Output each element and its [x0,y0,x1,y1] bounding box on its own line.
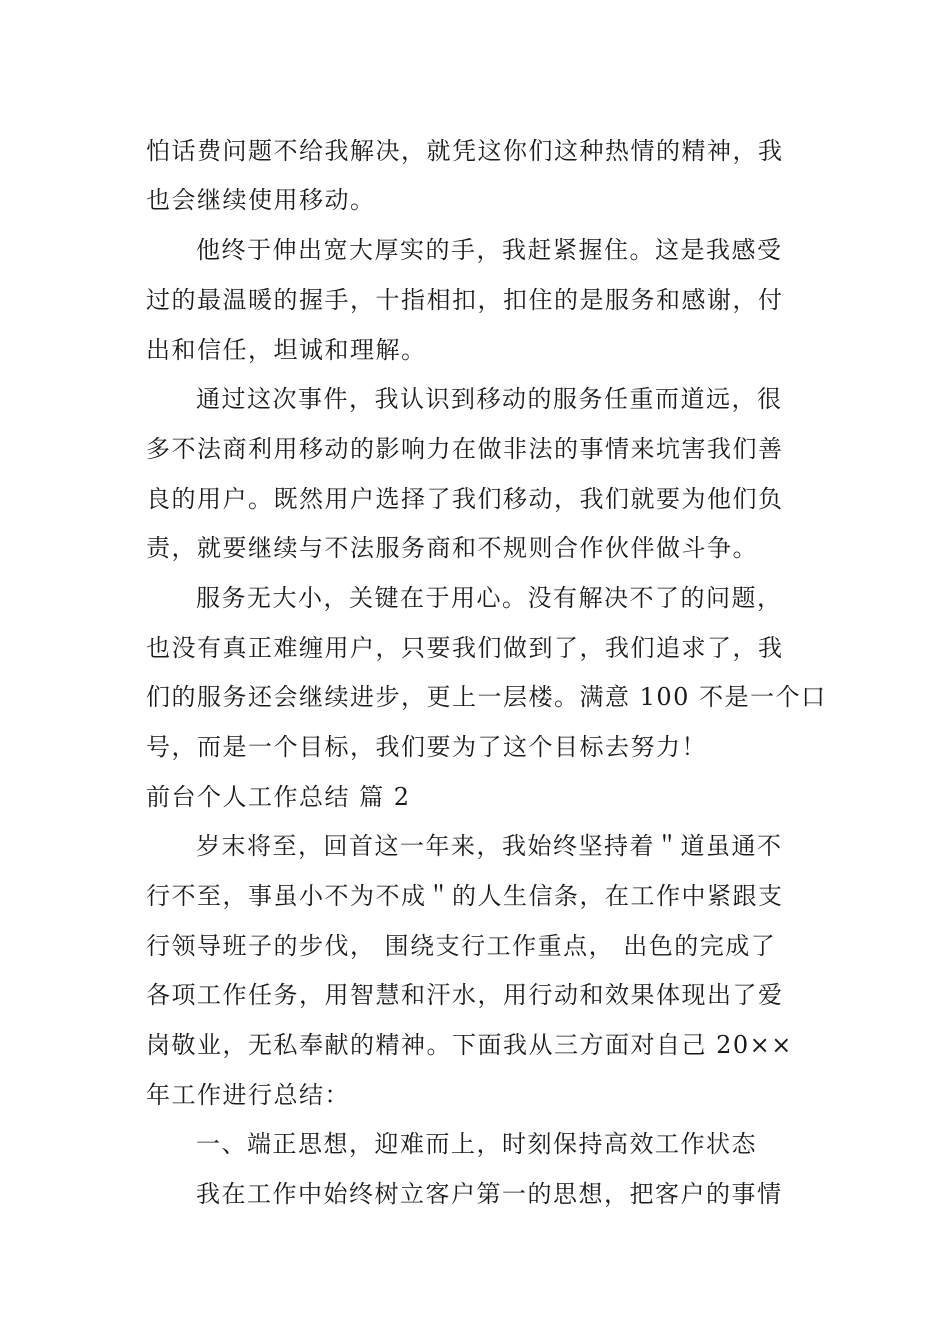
text-line: 通过这次事件，我认识到移动的服务任重而道远，很 [196,385,783,413]
text-line: 出和信任，坦诚和理解。 [146,336,427,364]
text-line: 他终于伸出宽大厚实的手，我赶紧握住。这是我感受 [196,236,783,264]
text-line: 岗敬业，无私奉献的精神。下面我从三方面对自己 20×× [146,1031,793,1059]
text-line: 岁末将至，回首这一年来，我始终坚持着＂道虽通不 [196,832,783,860]
text-line: 服务无大小，关键在于用心。没有解决不了的问题， [196,584,783,612]
text-line: 多不法商利用移动的影响力在做非法的事情来坑害我们善 [146,435,784,463]
text-line: 也没有真正难缠用户，只要我们做到了，我们追求了，我 [146,634,784,662]
text-line: 我在工作中始终树立客户第一的思想，把客户的事情 [196,1180,783,1208]
text-line: 怕话费问题不给我解决，就凭这你们这种热情的精神，我 [146,137,784,165]
text-line: 责，就要继续与不法服务商和不规则合作伙伴做斗争。 [146,534,758,562]
text-line: 行不至，事虽小不为不成＂的人生信条，在工作中紧跟支 [146,882,784,910]
text-line: 过的最温暖的握手，十指相扣，扣住的是服务和感谢，付 [146,286,784,314]
text-line: 们的服务还会继续进步，更上一层楼。满意 100 不是一个口 [146,683,827,711]
subsection-heading: 一、端正思想，迎难而上，时刻保持高效工作状态 [196,1130,757,1158]
section-heading: 前台个人工作总结 篇 2 [146,783,411,811]
text-line: 行领导班子的步伐， 围绕支行工作重点， 出色的完成了 [146,932,777,960]
text-line: 号，而是一个目标，我们要为了这个目标去努力！ [146,733,707,761]
text-line: 也会继续使用移动。 [146,186,376,214]
text-line: 各项工作任务，用智慧和汗水，用行动和效果体现出了爱 [146,981,784,1009]
text-line: 年工作进行总结： [146,1081,350,1109]
text-line: 良的用户。既然用户选择了我们移动，我们就要为他们负 [146,485,784,513]
